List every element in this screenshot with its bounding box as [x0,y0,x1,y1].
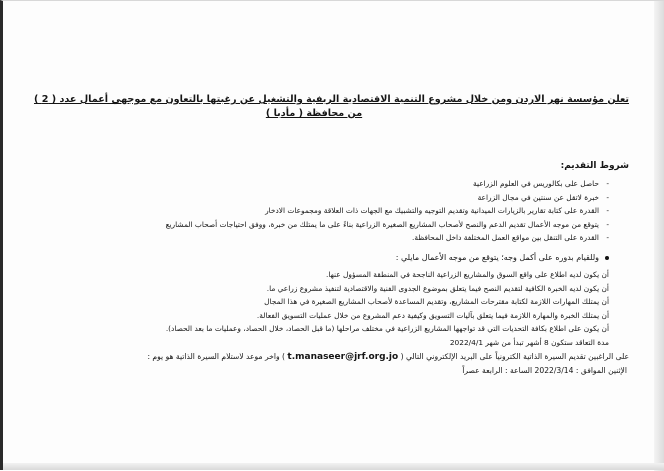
announcement-title [33,93,629,121]
page-edge-shadow [654,1,664,471]
condition-item: - القدرة على كتابة تقارير بالزيارات الميدانية وتقديم التوجيه والتشبيك مع الجهات ذات العلاقة ومجموعات الادخار [39,204,609,218]
application-deadline: الإثنين الموافق : 2022/3/14 الساعة : الرابعة عصراً [462,365,627,375]
application-instructions [39,350,629,364]
announcement-document [33,93,629,377]
duty-item: مدة التعاقد ستكون 8 أشهر تبدأ من شهر 2022/4/1 [449,337,609,347]
duties-list [39,268,629,350]
conditions-heading: شروط التقديم: [560,161,629,171]
application-text-after: ) واخر موعد لاستلام السيرة الذاتية هو يوم : [147,351,285,361]
title-line-1: تعلن مؤسسة نهر الاردن ومن خلال مشروع التنمية الاقتصادية الريفية والتشغيل عن رغبتها بالتعاون مع موجهي أعمال عدد ( 2 ) [33,94,629,105]
duty-item: أن يكون لديه اطلاع على واقع السوق والمشاريع الزراعية الناجحة في المنطقة المسؤول عنها. [326,269,609,279]
duties-intro [39,251,609,265]
page-edge-shadow-bottom [3,463,664,470]
title-line-2: من محافظة ( مأدبا ) [265,108,363,119]
condition-item: - يتوقع من موجه الأعمال تقديم الدعم والنصح لأصحاب المشاريع الصغيرة الزراعية بناءً على ما يمتلك من خبرة، ووفق احتياجات أصحاب المشاريع [39,218,609,232]
condition-item: - حاصل على بكالوريس في العلوم الزراعية [39,177,609,191]
condition-item: - القدرة على التنقل بين مواقع العمل المختلفة داخل المحافظة. [39,231,609,245]
application-email: t.manaseer@jrf.org.jo [287,351,399,362]
duty-item: أن يكون على اطلاع بكافة التحديات التي قد تواجهها المشاريع الزراعية في مختلف مراحلها (ما قبل الحصاد، خلال الحصاد، وعمليات ما بعد الحصاد). [165,324,609,334]
duty-item: أن يمتلك الخبرة والمهارة اللازمة فيما يتعلق بآليات التسويق وكيفية دعم المشروع من خلال عمليات التسويق الفعالة. [256,310,609,320]
application-text-before: على الراغبين تقديم السيرة الذاتية الكترونياً على البريد الإلكتروني التالي ( [400,351,629,361]
conditions-list [39,177,629,245]
condition-item: - خبرة لاتقل عن سنتين في مجال الزراعة [39,191,609,205]
duty-item: أن يمتلك المهارات اللازمة لكتابة مقترحات المشاريع، وتقديم المساعدة لأصحاب المشاريع الصغيرة في هذا المجال [264,297,609,307]
bullet-dot [605,256,609,260]
duties-intro-text: وللقيام بدوره على أكمل وجه؛ يتوقع من موجه الأعمال مايلي : [395,252,599,262]
duty-item: أن يكون لديه الخبرة الكافية لتقديم النصح فيما يتعلق بموضوع الجدوى الفنية والاقتصادية لتنفيذ مشروع زراعي ما. [266,283,609,293]
